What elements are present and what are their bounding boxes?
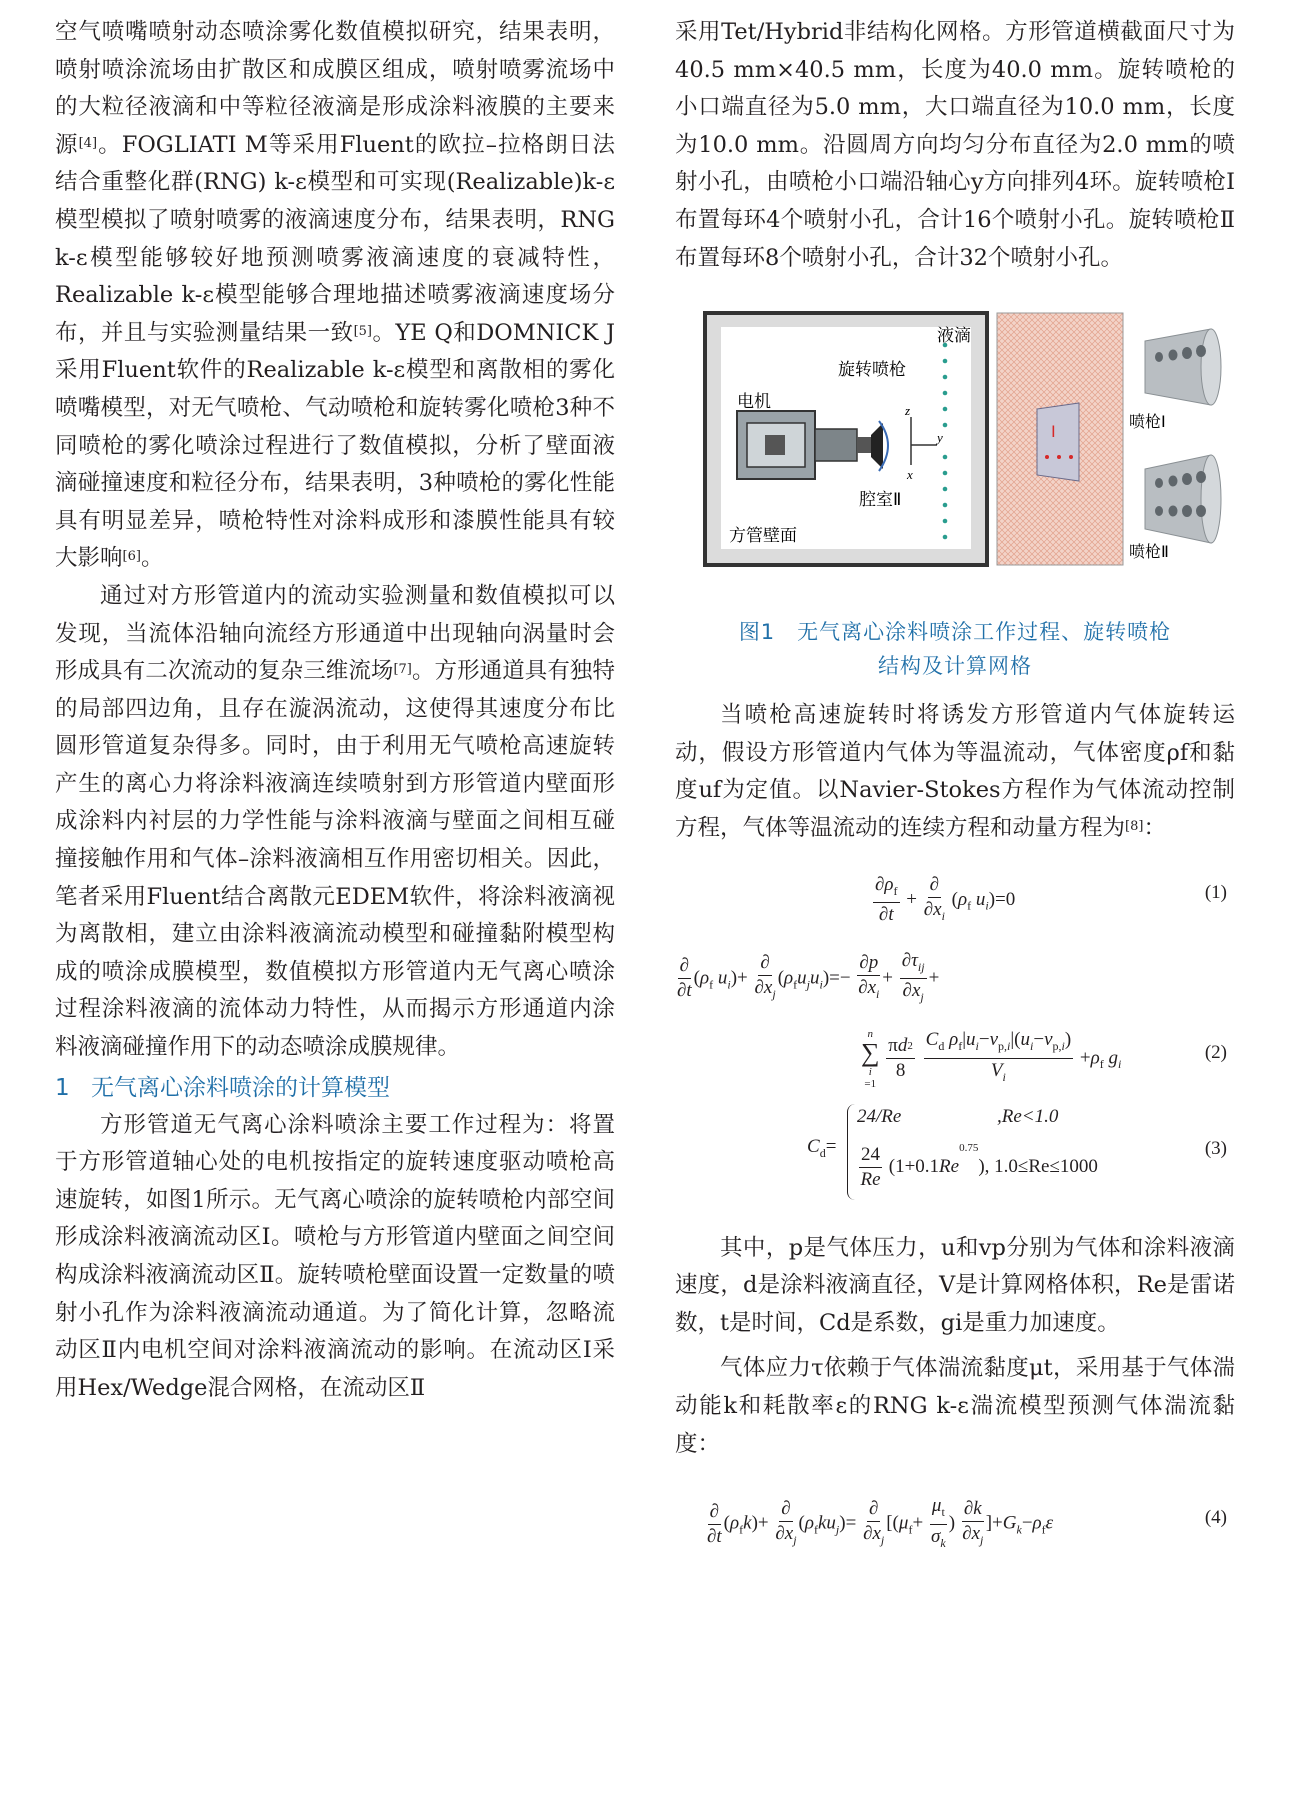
figure-caption: 图1 无气离心涂料喷涂工作过程、旋转喷枪 结构及计算网格 (738, 620, 1172, 679)
body-paragraph: 气体应力τ依赖于气体湍流黏度μt，采用基于气体湍动能k和耗散率ε的RNG k-ε湍流模型预测气体湍流黏度： (675, 1355, 1235, 1457)
label-gun-2: 喷枪Ⅱ (1129, 542, 1169, 562)
left-column (55, 14, 615, 1407)
equation-number: (1) (1204, 881, 1227, 903)
right-column (675, 14, 1235, 1563)
body-paragraph: 通过对方形管道内的流动实验测量和数值模拟可以发现，当流体沿轴向流经方形通道中出现轴向涡量时会形成具有二次流动的复杂三维流场[7]。方形通道具有独特的局部四边角，且存在漩涡流动，这使得其速度分布比圆形管道复杂得多。同时，由于利用无气喷枪高速旋转产生的离心力将涂料液滴连续喷射到方形管道内壁面形成涂料内衬层的力学性能与涂料液滴与壁面之间相互碰撞接触作用和气体–涂料液滴相互作用密切相关。因此，笔者采用Fluent结合离散元EDEM软件，将涂料液滴视为离散相，建立由涂料液滴流动模型和碰撞黏附模型构成的喷涂成膜模型，数值模拟方形管道内无气离心喷涂过程涂料液滴的流体动力特性，从而揭示方形通道内涂料液滴碰撞作用下的动态喷涂成膜规律。 (55, 582, 615, 1061)
eq3-case1: 24/Re (857, 1105, 902, 1127)
gun-1-model (1145, 329, 1221, 405)
label-region-1: Ⅰ (1051, 424, 1056, 442)
equation-2: $\frac{\partial}{\partial t}$ ($\rho_f$ $u_i)+$ $\frac{\partial}{\partial x_j}$ $(\rho_fu_ju_i)=-$ $\frac{\partial p}{\partial x_i}$ + $\frac{\partial\tau_{ij}}{\partial x_j}$ + n ∑ i =1 $\frac{\pi d^2}{8}$ $\frac{C_d \rho_f|u_i-v_{p,i}|(u_i-v_{p,i})}{V_i}$ $+\rho_f$ $g_i$ (2) (677, 949, 1227, 1090)
section-title: 无气离心涂料喷涂的计算模型 (91, 1074, 390, 1101)
body-paragraph: 采用Tet/Hybrid非结构化网格。方形管道横截面尺寸为40.5 mm×40.5 mm，长度为40.0 mm。旋转喷枪的小口端直径为5.0 mm，大口端直径为10.0 mm，长度为10.0 mm。沿圆周方向均匀分布直径为2.0 mm的喷射小孔，由喷枪小口端沿轴心y方向排列4环。旋转喷枪Ⅰ布置每环4个喷射小孔，合计16个喷射小孔。旋转喷枪Ⅱ布置每环8个喷射小孔，合计32个喷射小孔。 (675, 19, 1235, 271)
body-paragraph: 方形管道无气离心涂料喷涂主要工作过程为：将置于方形管道轴心处的电机按指定的旋转速度驱动喷枪高速旋转，如图1所示。无气离心喷涂的旋转喷枪内部空间形成涂料液滴流动区Ⅰ。喷枪与方形管道内壁面之间空间构成涂料液滴流动区Ⅱ。旋转喷枪壁面设置一定数量的喷射小孔作为涂料液滴流动通道。为了简化计算，忽略流动区Ⅱ内电机空间对涂料液滴流动的影响。在流动区Ⅰ采用Hex/Wedge混合网格，在流动区Ⅱ (55, 1111, 615, 1401)
label-motor: 电机 (737, 392, 771, 413)
body-paragraph: 其中，p是气体压力，u和vp分别为气体和涂料液滴速度，d是涂料液滴直径，V是计算网格体积，Re是雷诺数，t是时间，Cd是系数，gi是重力加速度。 (675, 1234, 1235, 1336)
eq3-cond2: , 1.0≤Re≤1000 (984, 1155, 1098, 1177)
label-gun-1: 喷枪Ⅰ (1129, 412, 1166, 432)
label-chamber: 腔室Ⅱ (859, 490, 902, 511)
citation[interactable]: [4] (78, 135, 98, 151)
axis-y-label: y (937, 430, 943, 446)
citation[interactable]: [5] (353, 323, 372, 339)
equation-1: $\frac{\partial\rho_f}{\partial t}$ + $\frac{\partial}{\partial x_i}$ ($\rho_f$ $u_i)=0$ (1) (875, 873, 1227, 926)
gun-2-model (1145, 455, 1221, 543)
mesh-gun-region (1037, 403, 1079, 481)
figure-1-illustration (675, 305, 1235, 605)
citation[interactable]: [7] (393, 662, 412, 678)
axis-x-label: x (907, 467, 913, 483)
equation-number: (3) (1204, 1137, 1227, 1159)
equation-number: (4) (1204, 1507, 1227, 1529)
section-number: 1 (55, 1074, 70, 1101)
equation-4: $\frac{\partial}{\partial t}$ $(\rho_fk)+$ $\frac{\partial}{\partial x_j}$ $(\rho_fku_j)=$ $\frac{\partial}{\partial x_j}$ [($\mu_f+$ $\frac{\mu_t}{\sigma_k}$ ) $\frac{\partial k}{\partial x_j}$ ]$+G_k-\rho_f\varepsilon$ (4) (707, 1495, 1227, 1550)
label-wall: 方管壁面 (729, 526, 797, 547)
citation[interactable]: [6] (122, 549, 141, 565)
label-gun: 旋转喷枪 (838, 360, 906, 381)
section-heading (55, 1069, 615, 1107)
equation-number: (2) (1204, 1041, 1227, 1063)
body-paragraph: 当喷枪高速旋转时将诱发方形管道内气体旋转运动，假设方形管道内气体为等温流动，气体密度ρf和黏度uf为定值。以Navier-Stokes方程作为气体流动控制方程，气体等温流动的连续方程和动量方程为[8]： (675, 702, 1235, 841)
figure-1 (675, 305, 1235, 605)
label-droplet: 液滴 (937, 326, 971, 347)
equation-3: $C_d=$ 24/Re ,Re<1.0 $\frac{24}{Re}$ $(1+0.1Re^{0.75})$, 1.0≤Re≤1000 (3) (675, 1098, 1235, 1206)
citation[interactable]: [8] (1125, 818, 1144, 834)
eq3-cond1: ,Re<1.0 (997, 1105, 1059, 1127)
body-paragraph: 空气喷嘴喷射动态喷涂雾化数值模拟研究，结果表明，喷射喷涂流场由扩散区和成膜区组成，喷射喷雾流场中的大粒径液滴和中等粒径液滴是形成涂料液膜的主要来源[4]。FOGLIATI M等采用Fluent的欧拉–拉格朗日法结合重整化群(RNG) k-ε模型和可实现(Realizable)k-ε模型模拟了喷射喷雾的液滴速度分布，结果表明，RNG k-ε模型能够较好地预测喷雾液滴速度的衰减特性，Realizable k-ε模型能够合理地描述喷雾液滴速度场分布，并且与实验测量结果一致[5]。YE Q和DOMNICK J采用Fluent软件的Realizable k-ε模型和离散相的雾化喷嘴模型，对无气喷枪、气动喷枪和旋转雾化喷枪3种不同喷枪的雾化喷涂过程进行了数值模拟，分析了壁面液滴碰撞速度和粒径分布，结果表明，3种喷枪的雾化性能具有明显差异，喷枪特性对涂料成形和漆膜性能具有较大影响[6]。 (55, 19, 615, 572)
shaft (815, 429, 857, 461)
axis-z-label: z (905, 403, 911, 419)
